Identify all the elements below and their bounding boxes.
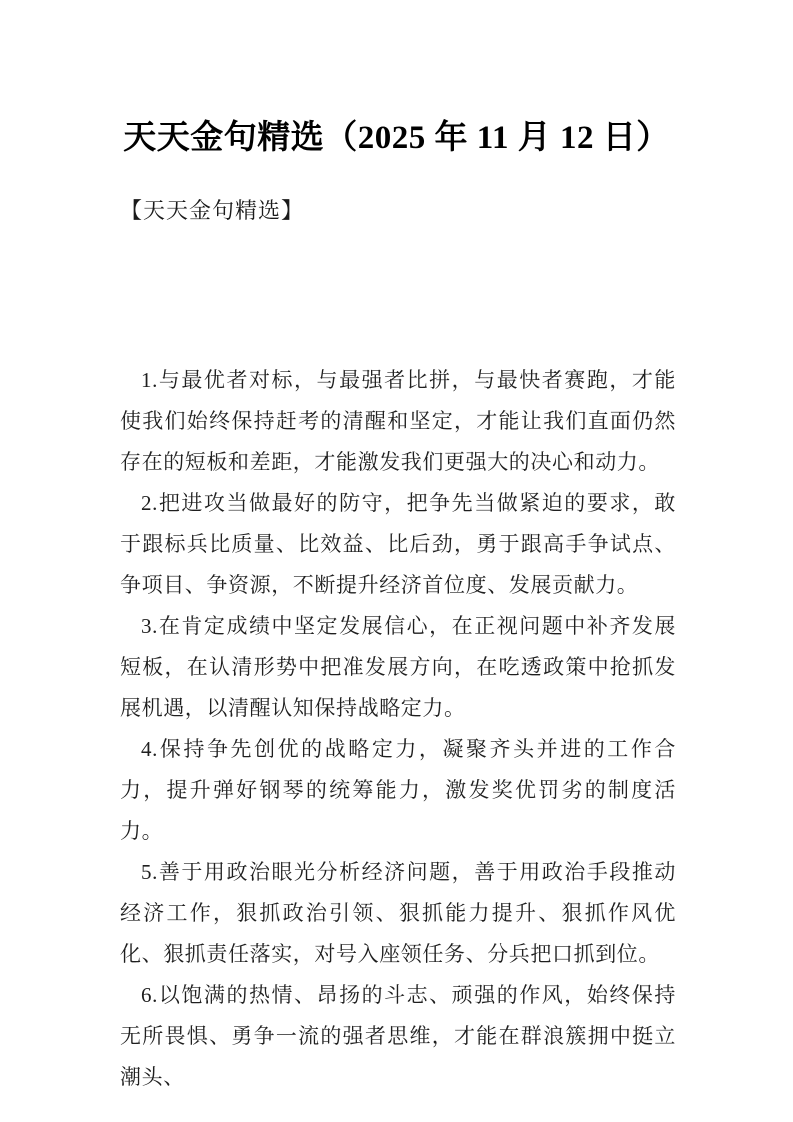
document-subtitle: 【天天金句精选】 <box>120 198 305 223</box>
paragraph-5: 5.善于用政治眼光分析经济问题，善于用政治手段推动经济工作，狠抓政治引领、狠抓能力提升、狠抓作风优化、狠抓责任落实，对号入座领任务、分兵把口抓到位。 <box>120 860 676 966</box>
paragraph-3: 3.在肯定成绩中坚定发展信心，在正视问题中补齐发展短板，在认清形势中把准发展方向，在吃透政策中抢抓发展机遇，以清醒认知保持战略定力。 <box>120 614 676 720</box>
paragraph-6: 6.以饱满的热情、昂扬的斗志、顽强的作风，始终保持无所畏惧、勇争一流的强者思维，才能在群浪簇拥中挺立潮头、 <box>120 983 676 1089</box>
paragraph-4: 4.保持争先创优的战略定力，凝聚齐头并进的工作合力，提升弹好钢琴的统筹能力，激发奖优罚劣的制度活力。 <box>120 737 676 843</box>
paragraph-2: 2.把进攻当做最好的防守，把争先当做紧迫的要求，敢于跟标兵比质量、比效益、比后劲，勇于跟高手争试点、争项目、争资源，不断提升经济首位度、发展贡献力。 <box>120 491 676 597</box>
document-body <box>120 360 676 1098</box>
paragraph-1: 1.与最优者对标，与最强者比拼，与最快者赛跑，才能使我们始终保持赶考的清醒和坚定，才能让我们直面仍然存在的短板和差距，才能激发我们更强大的决心和动力。 <box>120 368 676 474</box>
document-title: 天天金句精选（2025 年 11 月 12 日） <box>123 120 670 156</box>
